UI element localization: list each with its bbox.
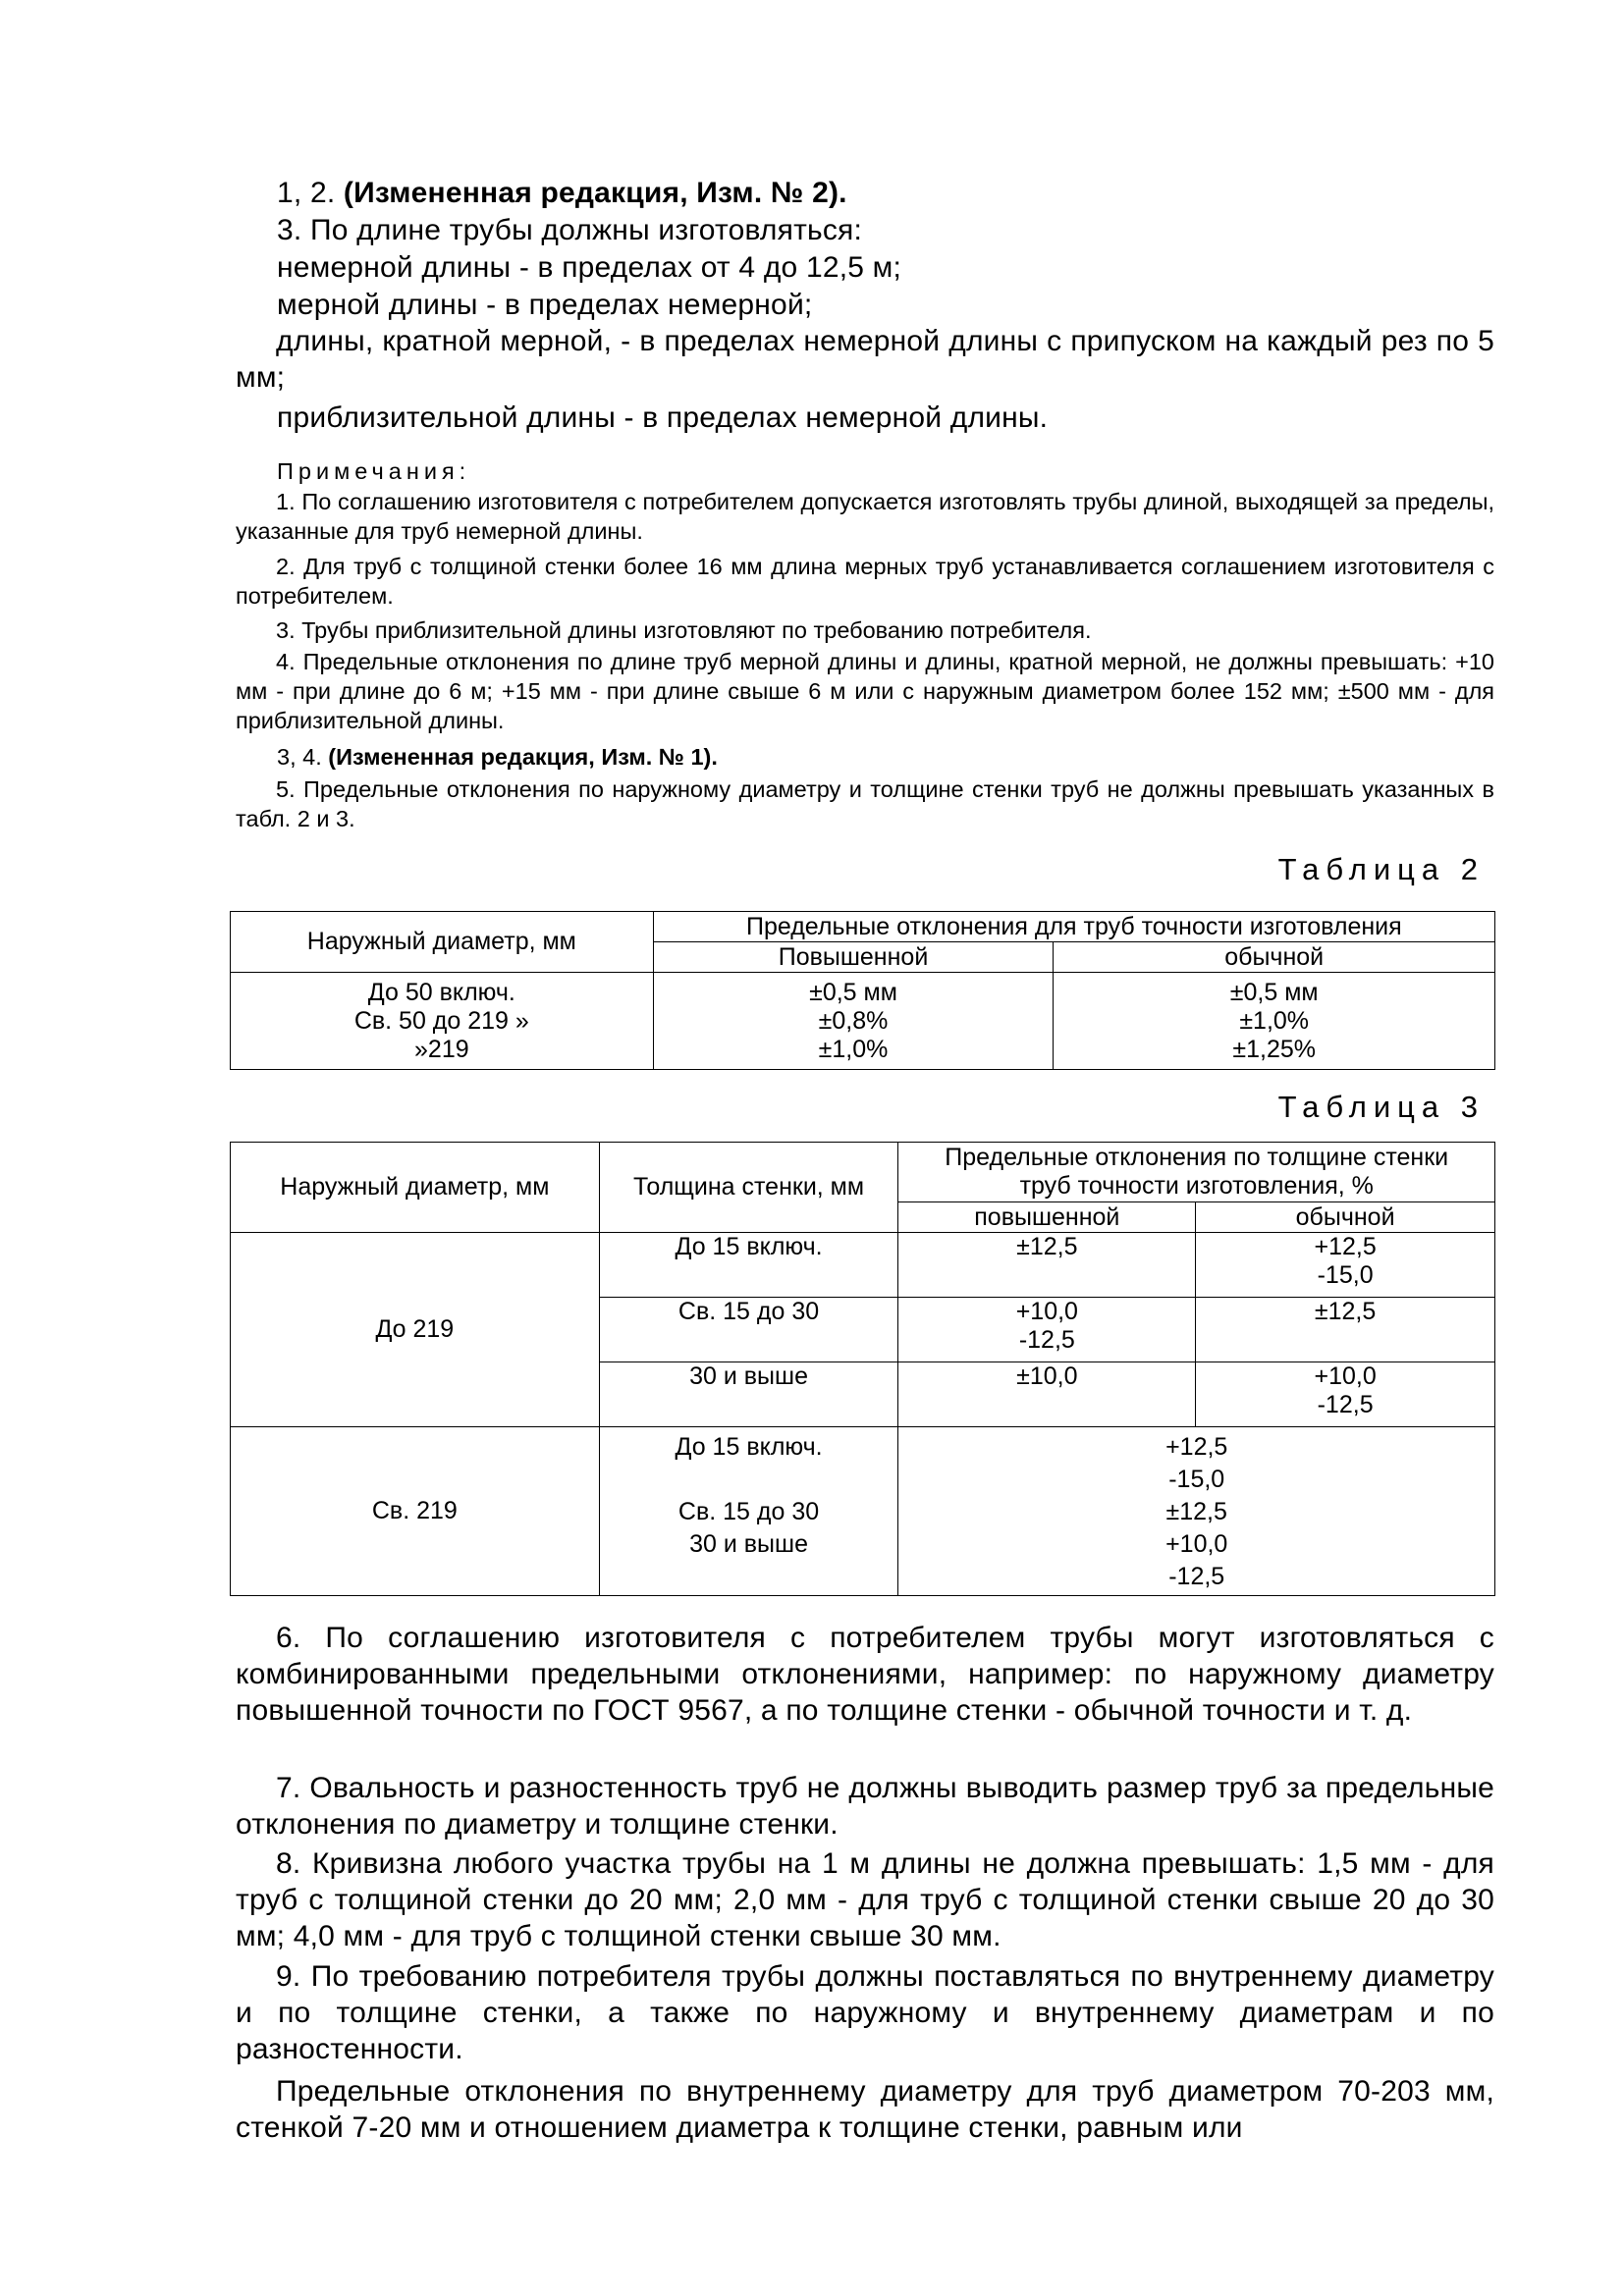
table-2-header-high: Повышенной (653, 942, 1054, 973)
table-cell-line: +10,0 (1314, 1362, 1377, 1390)
table-cell: ±0,5 мм (809, 978, 897, 1006)
table-cell: ±1,0% (818, 1035, 889, 1063)
table-cell-line: ±12,5 (1165, 1498, 1227, 1525)
table-3-header-normal: обычной (1196, 1202, 1495, 1233)
table-cell-line: ±10,0 (1016, 1362, 1078, 1390)
table-cell-line: -15,0 (1317, 1261, 1374, 1289)
table-cell (898, 1362, 1196, 1427)
table-cell: ±0,5 мм (1229, 978, 1319, 1006)
table-3-header-thickness: Толщина стенки, мм (599, 1143, 898, 1233)
paragraph-6: 6. По соглашению изготовителя с потребителем трубы могут изготовляться с комбинированными предельными отклонениями, например: по наружному диаметру повышенной точности по ГОСТ 9567, а по толщине стенки - обычной точности и т. д. (236, 1622, 1494, 1727)
table-2-header-diameter: Наружный диаметр, мм (231, 912, 654, 973)
table-cell-line: -12,5 (1018, 1326, 1075, 1354)
table-cell (1196, 1298, 1495, 1362)
edit-note-1-bold: (Измененная редакция, Изм. № 1). (328, 744, 718, 770)
edit-note-1-prefix: 3, 4. (277, 744, 329, 770)
paragraph-10: Предельные отклонения по внутреннему диаметру для труб диаметром 70-203 мм, стенкой 7-20 мм и отношением диаметра к толщине стенки, равным или (236, 2075, 1494, 2144)
table-cell: Св. 15 до 30 (599, 1298, 898, 1362)
edit-note-2 (277, 175, 1494, 211)
note-2: 2. Для труб с толщиной стенки более 16 мм длина мерных труб устанавливается соглашением изготовителя с потребителем. (236, 554, 1494, 609)
table-cell-line: -12,5 (1168, 1563, 1225, 1590)
paragraph-7: 7. Овальность и разностенность труб не должны выводить размер труб за предельные отклонения по диаметру и толщине стенки. (236, 1772, 1494, 1841)
table-2-header-normal: обычной (1054, 942, 1495, 973)
edit-note-prefix: 1, 2. (277, 177, 344, 209)
table-cell-line: +12,5 (1314, 1233, 1377, 1260)
table-cell: Св. 50 до 219 » (353, 1006, 529, 1035)
table-cell (898, 1233, 1196, 1298)
table-3-header-group (898, 1143, 1495, 1202)
table-cell: До 50 включ. (367, 978, 515, 1006)
table-3-group-2-thickness (599, 1427, 898, 1596)
table-cell (1196, 1362, 1495, 1427)
length-item-1: немерной длины - в пределах от 4 до 12,5 м; (277, 251, 902, 284)
table-cell: 30 и выше (599, 1362, 898, 1427)
note-4: 4. Предельные отклонения по длине труб мерной длины и длины, кратной мерной, не должны превышать: +10 мм - при длине до 6 м; +15 мм - при длине свыше 6 м или с наружным диаметром более 152 мм; ±500 мм - для приблизительной длины. (236, 649, 1494, 733)
table-3 (230, 1142, 1495, 1596)
table-cell-line: -15,0 (1168, 1466, 1225, 1493)
length-item-4: приблизительной длины - в пределах немерной длины. (277, 401, 1049, 434)
table-2-caption: Таблица 2 (1277, 852, 1485, 886)
edit-note-bold: (Измененная редакция, Изм. № 2). (343, 177, 847, 209)
table-3-group-2-diameter: Св. 219 (231, 1427, 600, 1596)
table-2 (230, 911, 1495, 1070)
note-5: 5. Предельные отклонения по наружному диаметру и толщине стенки труб не должны превышать указанных в табл. 2 и 3. (236, 776, 1494, 831)
table-3-group-1-diameter: До 219 (231, 1233, 600, 1427)
table-2-header-group: Предельные отклонения для труб точности изготовления (653, 912, 1494, 942)
table-3-caption: Таблица 3 (1277, 1090, 1485, 1124)
table-cell: »219 (414, 1035, 469, 1063)
table-cell-line: 30 и выше (689, 1530, 808, 1558)
paragraph-3: 3. По длине трубы должны изготовляться: (277, 214, 863, 246)
table-3-header-diameter: Наружный диаметр, мм (231, 1143, 600, 1233)
table-cell: ±0,8% (818, 1006, 889, 1035)
paragraph-9: 9. По требованию потребителя трубы должны поставляться по внутреннему диаметру и по толщине стенки, а также по наружному и внутреннему диаметрам и по разностенности. (236, 1960, 1494, 2065)
length-item-2: мерной длины - в пределах немерной; (277, 289, 813, 321)
table-cell (1196, 1233, 1495, 1298)
table-cell-line: До 15 включ. (675, 1433, 823, 1461)
length-item-3: длины, кратной мерной, - в пределах немерной длины с припуском на каждый рез по 5 мм; (236, 325, 1494, 394)
table-cell-line: Св. 15 до 30 (677, 1498, 820, 1525)
table-cell-line (600, 1466, 898, 1498)
table-cell-line: +12,5 (1165, 1433, 1228, 1461)
note-3: 3. Трубы приблизительной длины изготовляют по требованию потребителя. (276, 617, 1092, 643)
table-3-header-group-line-1: Предельные отклонения по толщине стенки (945, 1144, 1449, 1171)
note-1: 1. По соглашению изготовителя с потребителем допускается изготовлять трубы длиной, выходящей за пределы, указанные для труб немерной длины. (236, 489, 1494, 544)
table-cell: ±1,25% (1232, 1035, 1316, 1063)
table-2-col-high (653, 973, 1054, 1070)
table-3-header-high: повышенной (898, 1202, 1196, 1233)
table-2-col-diameter (231, 973, 654, 1070)
table-cell: До 15 включ. (599, 1233, 898, 1298)
table-cell (898, 1298, 1196, 1362)
table-cell-line: -12,5 (1317, 1391, 1374, 1418)
table-cell-line: ±12,5 (1314, 1298, 1377, 1325)
table-cell-line: +10,0 (1165, 1530, 1228, 1558)
edit-note-1 (277, 742, 1494, 772)
table-cell: ±1,0% (1239, 1006, 1310, 1035)
table-2-col-normal (1054, 973, 1495, 1070)
table-cell-line: ±12,5 (1016, 1233, 1078, 1260)
table-3-group-2-values (898, 1427, 1495, 1596)
table-3-header-group-line-2: труб точности изготовления, % (1019, 1172, 1374, 1200)
notes-heading: Примечания: (277, 458, 471, 484)
table-cell-line: +10,0 (1015, 1298, 1078, 1325)
paragraph-8: 8. Кривизна любого участка трубы на 1 м длины не должна превышать: 1,5 мм - для труб с толщиной стенки до 20 мм; 2,0 мм - для труб с толщиной стенки свыше 20 до 30 мм; 4,0 мм - для труб с толщиной стенки свыше 30 мм. (236, 1847, 1494, 1952)
